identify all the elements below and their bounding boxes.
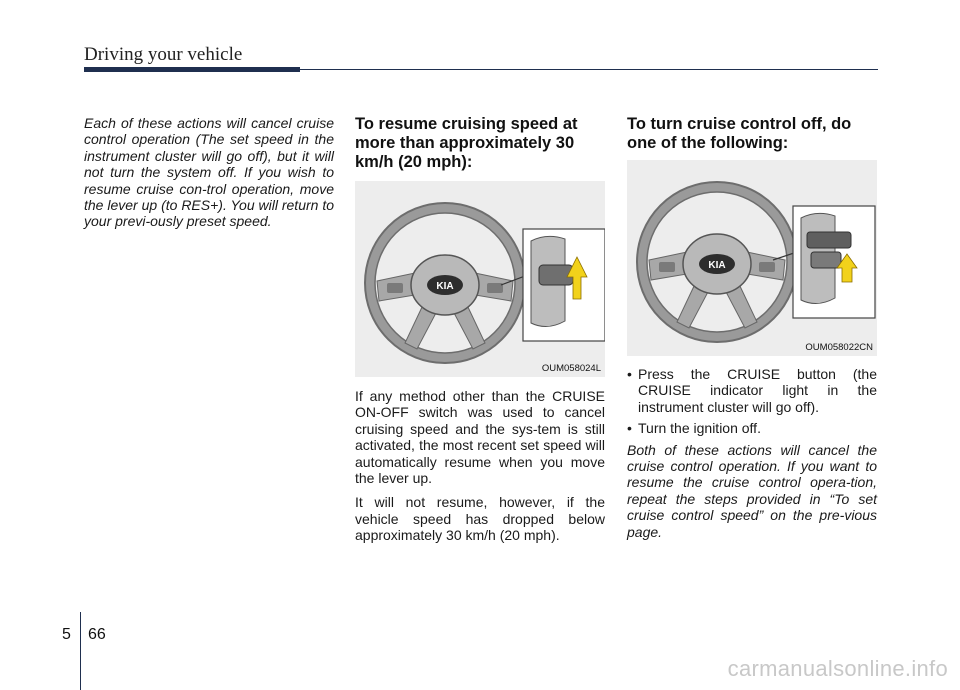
figure-code-2: OUM058022CN <box>805 342 873 353</box>
cancel-note: Each of these actions will cancel cruise control operation (The set speed in the instrument cluster will go off), but it will not turn the system off. If you wish to resume cruise con-trol operation, move the lever up (to RES+). You will return to your previ-ously preset speed. <box>84 115 334 230</box>
resume-figure <box>355 181 605 377</box>
list-item: • Press the CRUISE button (the CRUISE indicator light in the instrument cluster will go off). <box>627 366 877 415</box>
page-header-title: Driving your vehicle <box>84 44 243 65</box>
steering-wheel-icon <box>627 160 877 356</box>
list-item: • Turn the ignition off. <box>627 420 761 437</box>
column-3 <box>627 115 877 540</box>
header-accent-bar <box>84 67 300 72</box>
cruise-lever-icon <box>523 229 605 341</box>
column-2 <box>355 115 605 544</box>
figure-code-1: OUM058024L <box>541 363 601 374</box>
header-rule <box>300 69 878 70</box>
section-number: 5 <box>62 626 71 643</box>
column-1 <box>84 115 334 230</box>
svg-text:KIA: KIA <box>708 260 726 271</box>
off-heading: To turn cruise control off, do one of the following: <box>627 115 852 152</box>
footer-divider <box>80 612 81 690</box>
resume-heading: To resume cruising speed at more than approximately 30 km/h (20 mph): <box>355 115 578 171</box>
watermark: carmanualsonline.info <box>727 656 948 681</box>
cruise-button-icon <box>793 206 875 318</box>
off-note: Both of these actions will cancel the cruise control operation. If you want to resume the cruise control opera-tion, repeat the steps provided in “To set cruise control speed” on the pre-vious page. <box>627 441 877 540</box>
off-bullet-list <box>627 366 877 437</box>
svg-text:KIA: KIA <box>436 281 454 292</box>
off-figure <box>627 160 877 356</box>
resume-paragraph-1: If any method other than the CRUISE ON-OFF switch was used to cancel cruising speed and the sys-tem is still activated, the most recent set speed will automatically resume when you move the lever up. <box>355 388 605 487</box>
steering-wheel-icon <box>355 181 605 377</box>
resume-paragraph-2: It will not resume, however, if the vehicle speed has dropped below approximately 30 km/h (20 mph). <box>355 494 605 544</box>
page-number: 66 <box>88 626 106 643</box>
